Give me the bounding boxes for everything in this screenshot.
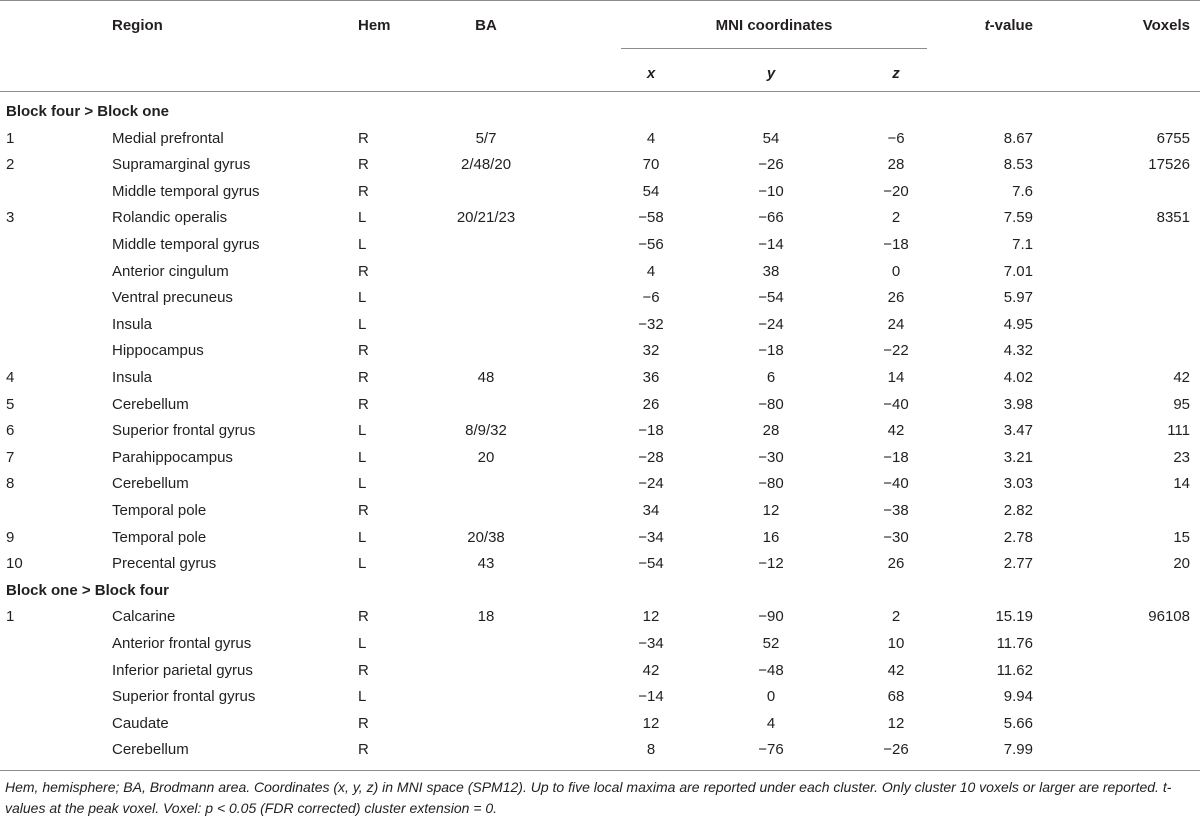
header-ba: BA: [475, 17, 497, 34]
cell-hem: R: [358, 369, 369, 386]
cell-ba: 18: [477, 608, 495, 625]
cell-voxels: 6755: [1156, 130, 1190, 147]
cell-z: 28: [887, 156, 905, 173]
cell-region: Ventral precuneus: [112, 289, 233, 306]
cell-y: −54: [758, 289, 784, 306]
cell-x: 4: [646, 263, 656, 280]
cell-t: 2.82: [1003, 502, 1033, 519]
header-z: z: [892, 65, 900, 82]
cell-hem: L: [358, 635, 367, 652]
cell-y: −18: [758, 342, 784, 359]
cell-x: −56: [638, 236, 664, 253]
cell-t: 4.95: [1003, 316, 1033, 333]
cell-x: −14: [638, 688, 664, 705]
header-t-italic: t: [984, 17, 990, 34]
cell-region: Cerebellum: [112, 396, 189, 413]
cell-t: 4.02: [1003, 369, 1033, 386]
header-hem: Hem: [358, 17, 391, 34]
header-y: y: [766, 65, 776, 82]
cell-x: −28: [638, 449, 664, 466]
cell-y: −12: [758, 555, 784, 572]
cell-x: 12: [642, 608, 660, 625]
cell-y: 54: [762, 130, 780, 147]
cell-x: 8: [646, 741, 656, 758]
cell-z: 42: [887, 662, 905, 679]
cell-t: 7.59: [1003, 209, 1033, 226]
top-rule: [0, 0, 1200, 1]
header-mni: MNI coordinates: [715, 17, 833, 34]
cell-x: −34: [638, 529, 664, 546]
cell-hem: R: [358, 130, 369, 147]
header-rule: [0, 91, 1200, 92]
cell-y: 4: [766, 715, 776, 732]
cell-hem: R: [358, 342, 369, 359]
cell-region: Temporal pole: [112, 502, 207, 519]
cell-x: −54: [638, 555, 664, 572]
cell-z: 26: [887, 555, 905, 572]
cell-voxels: 111: [1167, 422, 1190, 439]
cell-z: 14: [887, 369, 905, 386]
cell-x: 54: [642, 183, 660, 200]
table-footnote: Hem, hemisphere; BA, Brodmann area. Coordinates (x, y, z) in MNI space (SPM12). Up to five local maxima are reported under each cluster. Only cluster 10 voxels or larger are reported. t-values at the peak voxel. Voxel: p < 0.05 (FDR corrected) cluster extension = 0.: [5, 779, 1172, 816]
cell-y: −24: [758, 316, 784, 333]
cell-voxels: 8351: [1156, 209, 1190, 226]
cell-t: 3.03: [1003, 475, 1033, 492]
cell-y: 28: [762, 422, 780, 439]
cell-z: −20: [883, 183, 909, 200]
cell-t: 2.77: [1003, 555, 1033, 572]
cell-z: −30: [883, 529, 909, 546]
cell-t: 3.21: [1003, 449, 1033, 466]
cell-region: Insula: [112, 316, 153, 333]
header-x: x: [646, 65, 656, 82]
cell-x: −32: [638, 316, 664, 333]
cell-y: −14: [758, 236, 784, 253]
cell-x: 32: [642, 342, 660, 359]
cell-hem: R: [358, 502, 369, 519]
cell-region: Hippocampus: [112, 342, 204, 359]
cell-ba: 20/21/23: [456, 209, 516, 226]
cell-ba: 43: [477, 555, 495, 572]
cell-t: 8.67: [1003, 130, 1033, 147]
cell-hem: R: [358, 183, 369, 200]
cell-hem: L: [358, 529, 367, 546]
cell-x: −34: [638, 635, 664, 652]
cell-x: 70: [642, 156, 660, 173]
cell-y: 52: [762, 635, 780, 652]
cell-region: Inferior parietal gyrus: [112, 662, 253, 679]
cell-y: −76: [758, 741, 784, 758]
cell-y: 38: [762, 263, 780, 280]
cell-t: 3.98: [1003, 396, 1033, 413]
cell-z: 0: [891, 263, 901, 280]
cell-y: 12: [762, 502, 780, 519]
cell-hem: L: [358, 236, 367, 253]
cell-z: 2: [891, 608, 901, 625]
cell-z: −22: [883, 342, 909, 359]
cell-hem: R: [358, 608, 369, 625]
cell-region: Caudate: [112, 715, 169, 732]
header-t-value: [985, 18, 1033, 33]
cell-t: 7.01: [1003, 263, 1033, 280]
cell-z: 2: [891, 209, 901, 226]
cell-num: 10: [6, 555, 23, 572]
cell-ba: 2/48/20: [460, 156, 512, 173]
cell-voxels: 17526: [1148, 156, 1190, 173]
cell-t: 4.32: [1003, 342, 1033, 359]
cell-ba: 20/38: [467, 529, 505, 546]
cell-x: −6: [642, 289, 660, 306]
cell-t: 7.6: [1012, 183, 1033, 200]
cell-y: −80: [758, 396, 784, 413]
cell-voxels: 95: [1173, 396, 1190, 413]
bottom-rule: [0, 770, 1200, 771]
cell-hem: L: [358, 475, 367, 492]
cell-t: 11.76: [996, 635, 1033, 652]
cell-region: Anterior cingulum: [112, 263, 229, 280]
cell-ba: 48: [477, 369, 495, 386]
cell-region: Superior frontal gyrus: [112, 688, 256, 705]
cell-num: 8: [6, 475, 15, 492]
cell-hem: R: [358, 263, 369, 280]
cell-region: Insula: [112, 369, 153, 386]
cell-hem: L: [358, 555, 367, 572]
cell-y: −10: [758, 183, 784, 200]
cell-x: −58: [638, 209, 664, 226]
cell-region: Supramarginal gyrus: [112, 156, 251, 173]
cell-region: Middle temporal gyrus: [112, 183, 260, 200]
cell-ba: 20: [477, 449, 495, 466]
cell-voxels: 14: [1173, 475, 1190, 492]
cell-hem: R: [358, 741, 369, 758]
cell-y: 16: [762, 529, 780, 546]
cell-region: Anterior frontal gyrus: [112, 635, 252, 652]
cell-t: 7.99: [1003, 741, 1033, 758]
cell-z: −40: [883, 475, 909, 492]
cell-region: Rolandic operalis: [112, 209, 228, 226]
cell-z: −38: [883, 502, 909, 519]
cell-num: 3: [6, 209, 15, 226]
cell-voxels: 96108: [1148, 608, 1190, 625]
cell-hem: R: [358, 156, 369, 173]
cell-hem: L: [358, 449, 367, 466]
cell-num: 6: [6, 422, 15, 439]
cell-y: −90: [758, 608, 784, 625]
cell-t: 8.53: [1003, 156, 1033, 173]
mni-subrule: [621, 48, 927, 49]
cell-hem: L: [358, 209, 367, 226]
cell-x: −24: [638, 475, 664, 492]
cell-num: 2: [6, 156, 15, 173]
cell-voxels: 42: [1173, 369, 1190, 386]
cell-t: 5.97: [1003, 289, 1033, 306]
cell-region: Middle temporal gyrus: [112, 236, 260, 253]
cell-y: 6: [766, 369, 776, 386]
cell-x: 12: [642, 715, 660, 732]
cell-hem: R: [358, 662, 369, 679]
cell-z: 42: [887, 422, 905, 439]
cell-region: Cerebellum: [112, 741, 189, 758]
cell-num: 1: [6, 130, 15, 147]
cell-y: −66: [758, 209, 784, 226]
cell-t: 2.78: [1003, 529, 1033, 546]
cell-t: 15.19: [995, 608, 1033, 625]
cell-t: 11.62: [996, 662, 1033, 679]
cell-region: Medial prefrontal: [112, 130, 224, 147]
cell-t: 3.47: [1003, 422, 1033, 439]
cell-region: Superior frontal gyrus: [112, 422, 256, 439]
cell-x: 36: [642, 369, 660, 386]
cell-region: Cerebellum: [112, 475, 189, 492]
header-region: Region: [112, 17, 163, 34]
header-t-rest: -value: [989, 17, 1033, 34]
cell-z: 26: [887, 289, 905, 306]
cell-z: 24: [887, 316, 905, 333]
cell-y: −30: [758, 449, 784, 466]
cell-voxels: 15: [1173, 529, 1190, 546]
cell-z: −26: [883, 741, 909, 758]
cell-voxels: 20: [1173, 555, 1190, 572]
cell-y: 0: [766, 688, 776, 705]
cell-z: 10: [887, 635, 905, 652]
cell-hem: R: [358, 396, 369, 413]
cell-region: Precental gyrus: [112, 555, 217, 572]
cell-num: 1: [6, 608, 15, 625]
cell-num: 9: [6, 529, 15, 546]
cell-ba: 5/7: [475, 130, 497, 147]
cell-y: −80: [758, 475, 784, 492]
cell-y: −48: [758, 662, 784, 679]
cell-hem: L: [358, 688, 367, 705]
section-heading: Block four > Block one: [6, 103, 169, 120]
cell-region: Parahippocampus: [112, 449, 233, 466]
cell-z: 68: [887, 688, 905, 705]
cell-voxels: 23: [1173, 449, 1190, 466]
cell-z: 12: [887, 715, 905, 732]
cell-num: 7: [6, 449, 15, 466]
cell-z: −6: [887, 130, 905, 147]
section-heading: Block one > Block four: [6, 582, 169, 599]
cell-z: −18: [883, 236, 909, 253]
cell-region: Temporal pole: [112, 529, 207, 546]
cell-num: 5: [6, 396, 15, 413]
cell-t: 9.94: [1003, 688, 1033, 705]
cell-z: −18: [883, 449, 909, 466]
cell-z: −40: [883, 396, 909, 413]
cell-x: 34: [642, 502, 660, 519]
cell-num: 4: [6, 369, 15, 386]
cell-x: −18: [638, 422, 664, 439]
header-voxels: Voxels: [1142, 17, 1190, 34]
cell-x: 4: [646, 130, 656, 147]
cell-ba: 8/9/32: [465, 422, 507, 439]
cell-region: Calcarine: [112, 608, 176, 625]
cell-y: −26: [758, 156, 784, 173]
cell-t: 5.66: [1003, 715, 1033, 732]
cell-hem: L: [358, 316, 367, 333]
cell-t: 7.1: [1012, 236, 1033, 253]
cell-x: 42: [642, 662, 660, 679]
cell-hem: R: [358, 715, 369, 732]
cell-hem: L: [358, 289, 367, 306]
cell-x: 26: [642, 396, 660, 413]
cell-hem: L: [358, 422, 367, 439]
